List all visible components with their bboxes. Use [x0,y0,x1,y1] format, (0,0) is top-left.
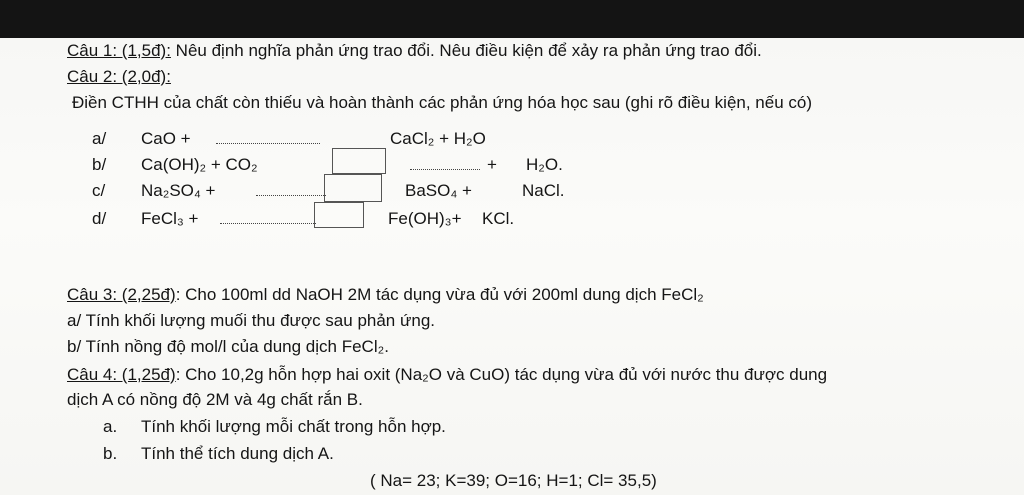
reaction-c-left: Na₂SO₄ + [141,181,216,200]
reaction-c-arrow-box [324,174,382,202]
reaction-b-left: Ca(OH)₂ + CO₂ [141,155,258,174]
reaction-d-blank [220,209,316,229]
reaction-c-right1: BaSO₄ + [405,181,472,200]
reaction-b-right: H₂O. [526,155,563,174]
question-4-text: : Cho 10,2g hỗn hợp hai oxit (Na₂O và CuO) tác dụng vừa đủ với nước thu được dung [175,365,828,384]
question-3-part-b: b/ Tính nồng độ mol/l của dung dịch FeCl₂. [67,337,389,356]
reaction-d-arrow-box [314,202,364,228]
question-1-label: Câu 1: (1,5đ): [67,41,171,60]
question-4 [67,365,827,385]
reaction-c-id: c/ [92,181,106,200]
reaction-d-id: d/ [92,209,107,228]
question-1-text: Nêu định nghĩa phản ứng trao đổi. Nêu điều kiện để xảy ra phản ứng trao đổi. [170,41,762,60]
question-4-part-b-id: b. [103,444,118,463]
top-dark-bar [0,0,1024,38]
reaction-a-id: a/ [92,129,107,148]
reaction-b-id: b/ [92,155,107,174]
question-3-part-a: a/ Tính khối lượng muối thu được sau phản ứng. [67,311,435,330]
reaction-d-right2: KCl. [482,209,515,228]
reaction-d-right1: Fe(OH)₃+ [388,209,462,228]
question-2-instruction: Điền CTHH của chất còn thiếu và hoàn thành các phản ứng hóa học sau (ghi rõ điều kiện, nếu có) [72,93,813,112]
question-4-text-continued: dịch A có nồng độ 2M và 4g chất rắn B. [67,390,363,409]
reaction-b-blank [410,155,480,175]
reaction-c-blank [256,181,326,201]
reaction-c-right2: NaCl. [522,181,565,200]
question-4-part-b: Tính thể tích dung dịch A. [141,444,334,463]
reaction-d-left: FeCl₃ + [141,209,199,228]
question-4-label: Câu 4: (1,25đ) [67,365,176,384]
question-3-label: Câu 3: (2,25đ) [67,285,176,304]
reaction-b-arrow-box [332,148,386,174]
question-3 [67,285,704,305]
exam-paper [0,38,1024,495]
reaction-a-left: CaO + [141,129,191,148]
atomic-masses: ( Na= 23; K=39; O=16; H=1; Cl= 35,5) [370,471,657,490]
reaction-a-blank [216,129,320,149]
question-4-part-a: Tính khối lượng mỗi chất trong hỗn hợp. [141,417,446,436]
question-3-text: : Cho 100ml dd NaOH 2M tác dụng vừa đủ với 200ml dung dịch FeCl₂ [175,285,704,304]
reaction-b-plus: + [487,155,497,174]
reaction-a-right: CaCl₂ + H₂O [390,129,486,148]
question-4-part-a-id: a. [103,417,118,436]
question-2-label: Câu 2: (2,0đ): [67,67,171,86]
question-1 [67,41,762,61]
